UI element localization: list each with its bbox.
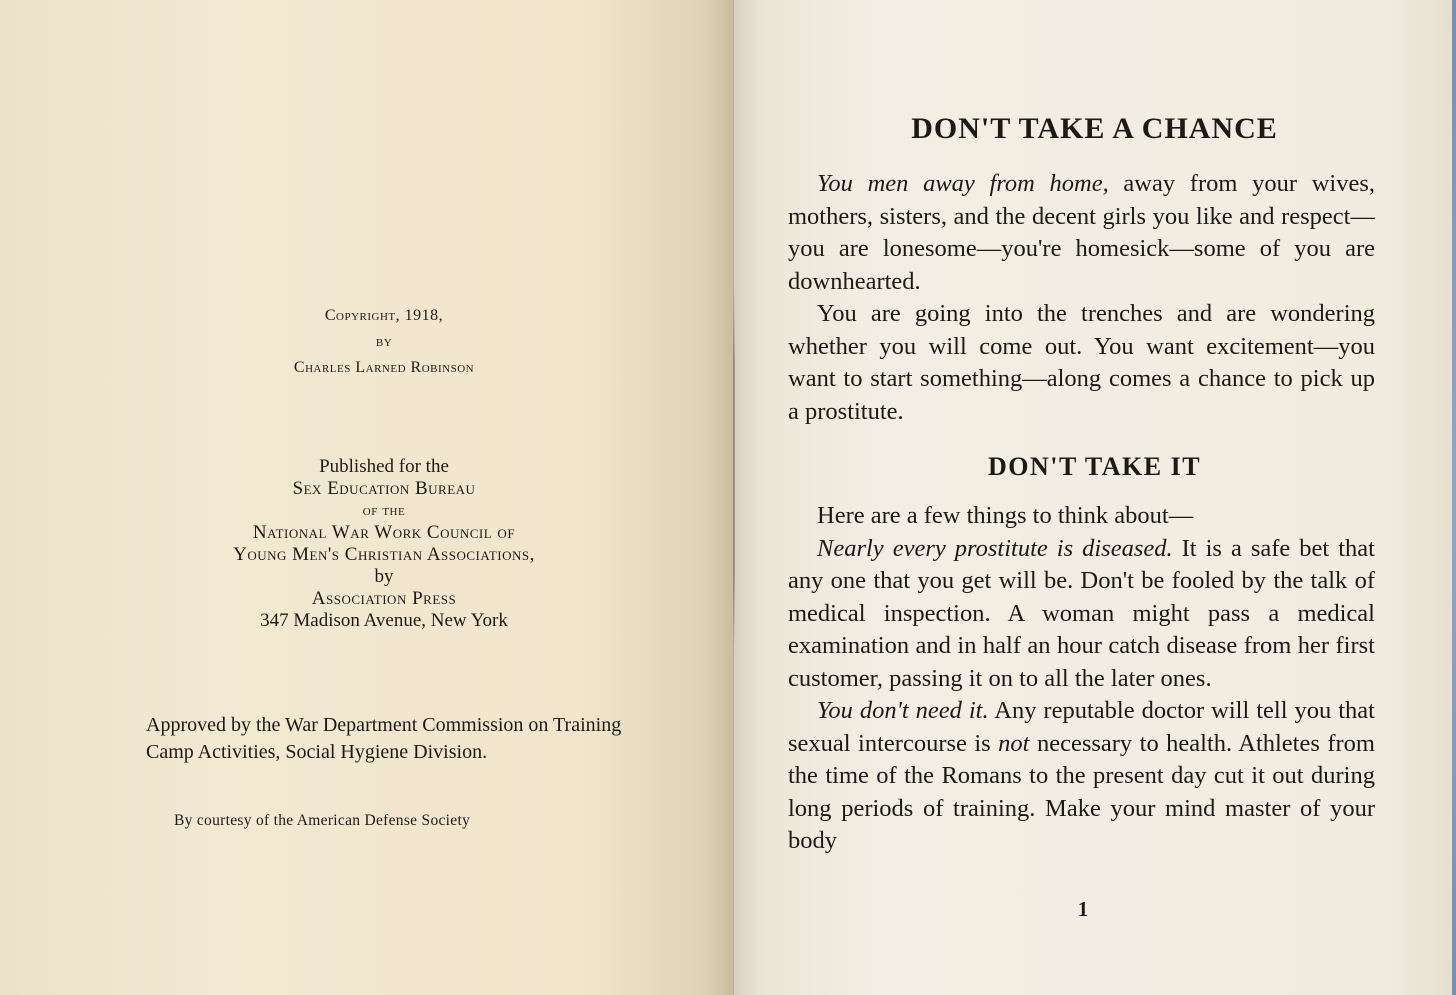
copyright-line: Copyright, 1918, xyxy=(324,307,444,324)
publisher-line-3: of the xyxy=(362,502,406,519)
paragraph-5-text-1: Any reputable doctor will tell you that sexual intercourse is xyxy=(788,697,1375,757)
copyright-block xyxy=(0,303,768,381)
paragraph-1-italic: You men away from home, xyxy=(817,170,1109,197)
publisher-line-6: by xyxy=(374,566,394,587)
page-title: DON'T TAKE A CHANCE xyxy=(911,112,1278,145)
paragraph-2: You are going into the trenches and are wondering whether you will come out. You want excitement—you want to start something—along comes a chance to pick up a prostitute. xyxy=(788,300,1375,425)
publisher-address: 347 Madison Avenue, New York xyxy=(260,610,508,631)
paragraph-5-text-2: necessary to health. Athletes from the time of the Romans to the present day cut it out during long periods of training. Make your mind master of your body xyxy=(788,729,1375,854)
publisher-line-2: Sex Education Bureau xyxy=(292,478,476,499)
paragraph-4-italic: Nearly every prostitute is diseased. xyxy=(817,534,1173,562)
courtesy-note: By courtesy of the American Defense Society xyxy=(174,812,471,829)
intro-text xyxy=(788,168,1375,428)
publisher-line-7: Association Press xyxy=(311,588,457,609)
publisher-line-5: Young Men's Christian Associations, xyxy=(233,544,535,565)
copyright-by: by xyxy=(375,333,393,350)
paragraph-5-italic-2: not xyxy=(998,729,1030,757)
paragraph-1-text: away from your wives, mothers, sisters, and the decent girls you like and respect—you are lonesome—you're homesick—some of you are downhearted. xyxy=(788,170,1375,295)
paragraph-3: Here are a few things to think about— xyxy=(817,502,1194,529)
paragraph-1 xyxy=(788,168,1375,298)
section-heading: DON'T TAKE IT xyxy=(987,452,1202,481)
author-name: Charles Larned Robinson xyxy=(293,359,475,376)
page-number: 1 xyxy=(1077,897,1089,921)
publisher-block xyxy=(0,456,768,632)
publisher-line-1: Published for the xyxy=(319,456,449,477)
scan-edge xyxy=(1452,0,1456,995)
paragraph-5-italic: You don't need it. xyxy=(817,697,989,724)
approval-note: Approved by the War Department Commission on Training Camp Activities, Social Hygiene Division. xyxy=(146,714,622,763)
paragraph-4 xyxy=(788,533,1375,696)
paragraph-4-text: It is a safe bet that any one that you get will be. Don't be fooled by the talk of medical inspection. A woman might pass a medical examination and in half an hour catch disease from her first customer, passing it on to all the later ones. xyxy=(788,534,1375,692)
body-text xyxy=(788,500,1375,858)
publisher-line-4: National War Work Council of xyxy=(252,522,516,543)
paragraph-5 xyxy=(788,695,1375,858)
